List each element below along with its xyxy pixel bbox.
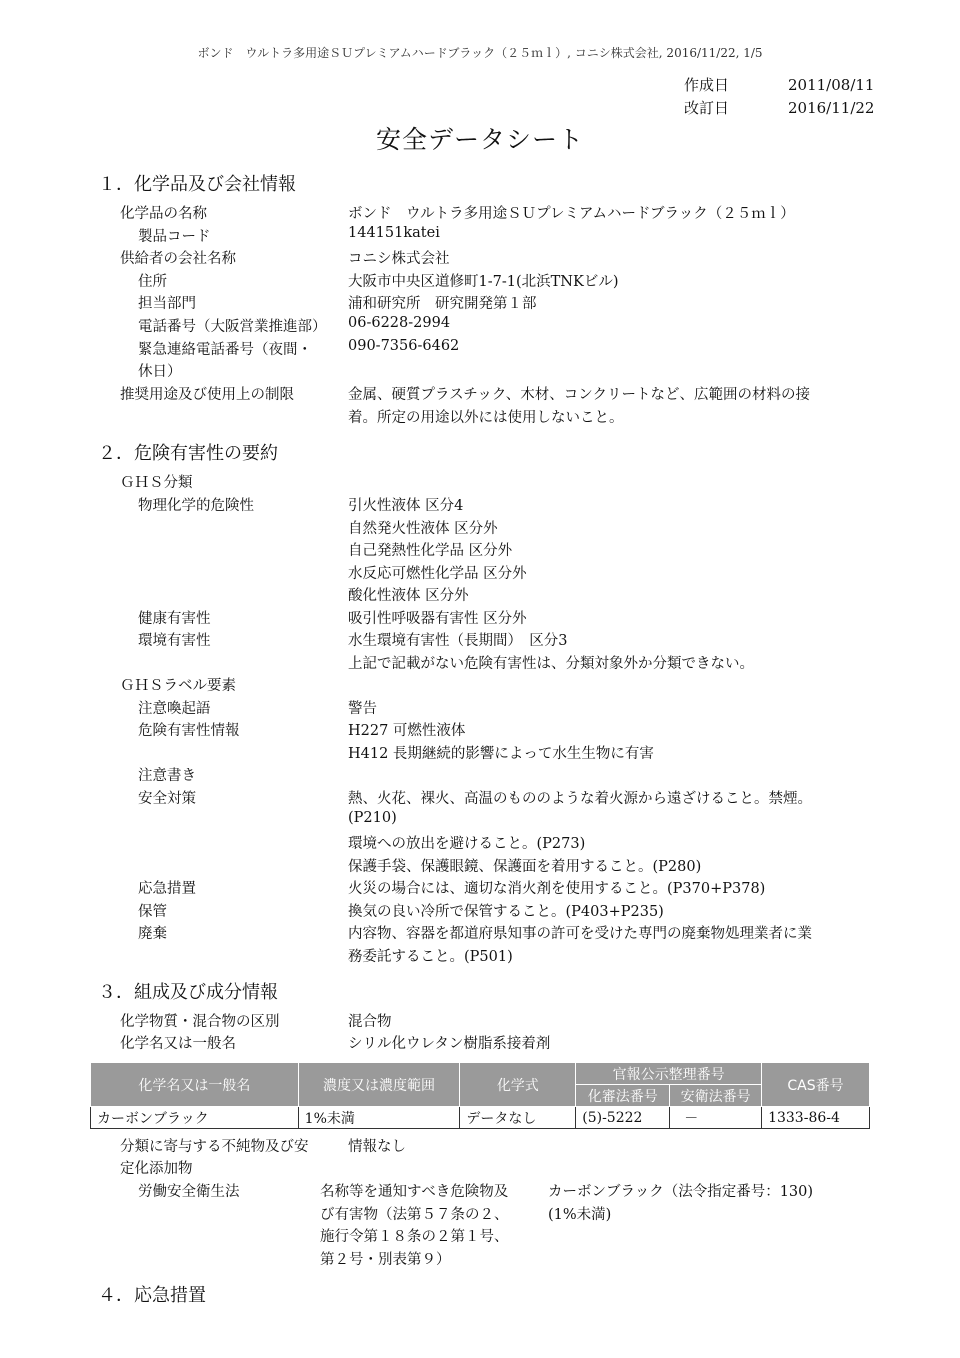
table-cell: －	[670, 1107, 762, 1129]
address-label: 住所	[138, 274, 167, 290]
precaution-label: 注意書き	[138, 768, 196, 784]
general-name-label: 化学名又は一般名	[120, 1036, 236, 1052]
physchem-label: 物理化学的危険性	[138, 498, 254, 514]
industrial-safety-law-label: 労働安全衛生法	[138, 1184, 240, 1200]
physchem-item: 水反応可燃性化学品 区分外	[348, 566, 527, 582]
created-label: 作成日	[684, 76, 730, 94]
section-4-heading: ４．応急措置	[98, 1285, 206, 1306]
section-3-heading: ３．組成及び成分情報	[98, 982, 278, 1003]
health-value: 吸引性呼吸器有害性 区分外	[348, 611, 527, 627]
safety-statement: (P210)	[348, 810, 397, 826]
general-name-value: シリル化ウレタン樹脂系接着剤	[348, 1036, 551, 1052]
physchem-item: 引火性液体 区分4	[348, 498, 464, 514]
disposal-line: 務委託すること。(P501)	[348, 949, 513, 965]
substance-type-label: 化学物質・混合物の区別	[120, 1014, 280, 1030]
hazard-info-label: 危険有害性情報	[138, 723, 240, 739]
product-name-value: ボンド ウルトラ多用途ＳＵプレミアムハードブラック（２５ｍｌ）	[348, 206, 795, 222]
response-label: 応急措置	[138, 881, 196, 897]
address-value: 大阪市中央区道修町1-7-1(北浜TNKビル)	[348, 274, 619, 290]
department-value: 浦和研究所 研究開発第１部	[348, 296, 537, 312]
law-desc-line: 名称等を通知すべき危険物及	[320, 1184, 509, 1200]
table-cell: 1%未満	[298, 1107, 460, 1129]
table-header: 官報公示整理番号	[576, 1063, 762, 1085]
use-value-line1: 金属、硬質プラスチック、木材、コンクリートなど、広範囲の材料の接	[348, 387, 810, 403]
physchem-item: 酸化性液体 区分外	[348, 588, 469, 604]
impurity-label: 分類に寄与する不純物及び安	[120, 1139, 309, 1155]
ghs-class-heading: ＧＨＳ分類	[120, 475, 193, 491]
document-dates	[684, 74, 874, 120]
table-subheader: 化審法番号	[576, 1085, 670, 1107]
ghs-label-elements-heading: ＧＨＳラベル要素	[120, 678, 236, 694]
law-desc-line: 第２号・別表第９）	[320, 1252, 451, 1268]
table-header: 濃度又は濃度範囲	[298, 1063, 460, 1107]
phone-value: 06-6228-2994	[348, 315, 451, 331]
emergency-value: 090-7356-6462	[348, 338, 460, 354]
safety-label: 安全対策	[138, 791, 196, 807]
law-value-line: カーボンブラック（法令指定番号：130)	[548, 1184, 814, 1200]
supplier-label: 供給者の会社名称	[120, 251, 236, 267]
revised-date: 2016/11/22	[788, 99, 875, 117]
safety-statement: 保護手袋、保護眼鏡、保護面を着用すること。(P280)	[348, 859, 702, 875]
phone-label: 電話番号（大阪営業推進部）	[138, 319, 327, 335]
product-code-label: 製品コード	[138, 229, 211, 245]
table-header: 化学式	[460, 1063, 576, 1107]
law-desc-line: 施行令第１８条の２第１号、	[320, 1229, 509, 1245]
emergency-label-line2: 休日）	[138, 364, 182, 380]
table-cell: カーボンブラック	[91, 1107, 299, 1129]
substance-type-value: 混合物	[348, 1014, 392, 1030]
table-row	[91, 1107, 870, 1129]
supplier-value: コニシ株式会社	[348, 251, 450, 267]
created-date: 2011/08/11	[788, 76, 875, 94]
hazard-statement: H227 可燃性液体	[348, 723, 466, 739]
signal-word-value: 警告	[348, 701, 377, 717]
section-1-heading: １．化学品及び会社情報	[98, 174, 296, 195]
storage-label: 保管	[138, 904, 167, 920]
law-desc-line: び有害物（法第５７条の２、	[320, 1207, 509, 1223]
table-cell: データなし	[460, 1107, 576, 1129]
document-header-line: ボンド ウルトラ多用途ＳＵプレミアムハードブラック（２５ｍｌ）, コニシ株式会社, 2016/11/22, 1/5	[197, 46, 763, 60]
disposal-line: 内容物、容器を都道府県知事の許可を受けた専門の廃棄物処理業者に業	[348, 926, 812, 942]
table-header: CAS番号	[762, 1063, 870, 1107]
page-title: 安全データシート	[375, 125, 584, 154]
table-cell: (5)-5222	[576, 1107, 670, 1129]
disposal-label: 廃棄	[138, 926, 167, 942]
safety-statement: 環境への放出を避けること。(P273)	[348, 836, 586, 852]
composition-table	[90, 1062, 870, 1129]
hazard-statement: H412 長期継続的影響によって水生生物に有害	[348, 746, 654, 762]
safety-statement: 熱、火花、裸火、高温のもののような着火源から遠ざけること。禁煙。	[348, 791, 812, 807]
use-label: 推奨用途及び使用上の制限	[120, 387, 294, 403]
signal-word-label: 注意喚起語	[138, 701, 211, 717]
storage-value: 換気の良い冷所で保管すること。(P403+P235)	[348, 904, 664, 920]
health-label: 健康有害性	[138, 611, 211, 627]
product-name-label: 化学品の名称	[120, 206, 207, 222]
emergency-label-line1: 緊急連絡電話番号（夜間・	[138, 342, 312, 358]
section-2-heading: ２．危険有害性の要約	[98, 443, 278, 464]
table-cell: 1333-86-4	[762, 1107, 870, 1129]
table-subheader: 安衛法番号	[670, 1085, 762, 1107]
physchem-item: 自然発火性液体 区分外	[348, 521, 498, 537]
environment-label: 環境有害性	[138, 633, 211, 649]
impurity-value: 情報なし	[348, 1139, 406, 1155]
department-label: 担当部門	[138, 296, 196, 312]
physchem-item: 自己発熱性化学品 区分外	[348, 543, 513, 559]
stabilizer-label: 定化添加物	[120, 1161, 193, 1177]
use-value-line2: 着。所定の用途以外には使用しないこと。	[348, 410, 624, 426]
product-code-value: 144151katei	[348, 225, 440, 241]
classification-note: 上記で記載がない危険有害性は、分類対象外か分類できない。	[348, 656, 754, 672]
table-header: 化学名又は一般名	[91, 1063, 299, 1107]
revised-label: 改訂日	[684, 99, 730, 117]
law-value-line: (1%未満)	[548, 1207, 612, 1223]
response-value: 火災の場合には、適切な消火剤を使用すること。(P370+P378)	[348, 881, 766, 897]
environment-value: 水生環境有害性（長期間） 区分3	[348, 633, 568, 649]
